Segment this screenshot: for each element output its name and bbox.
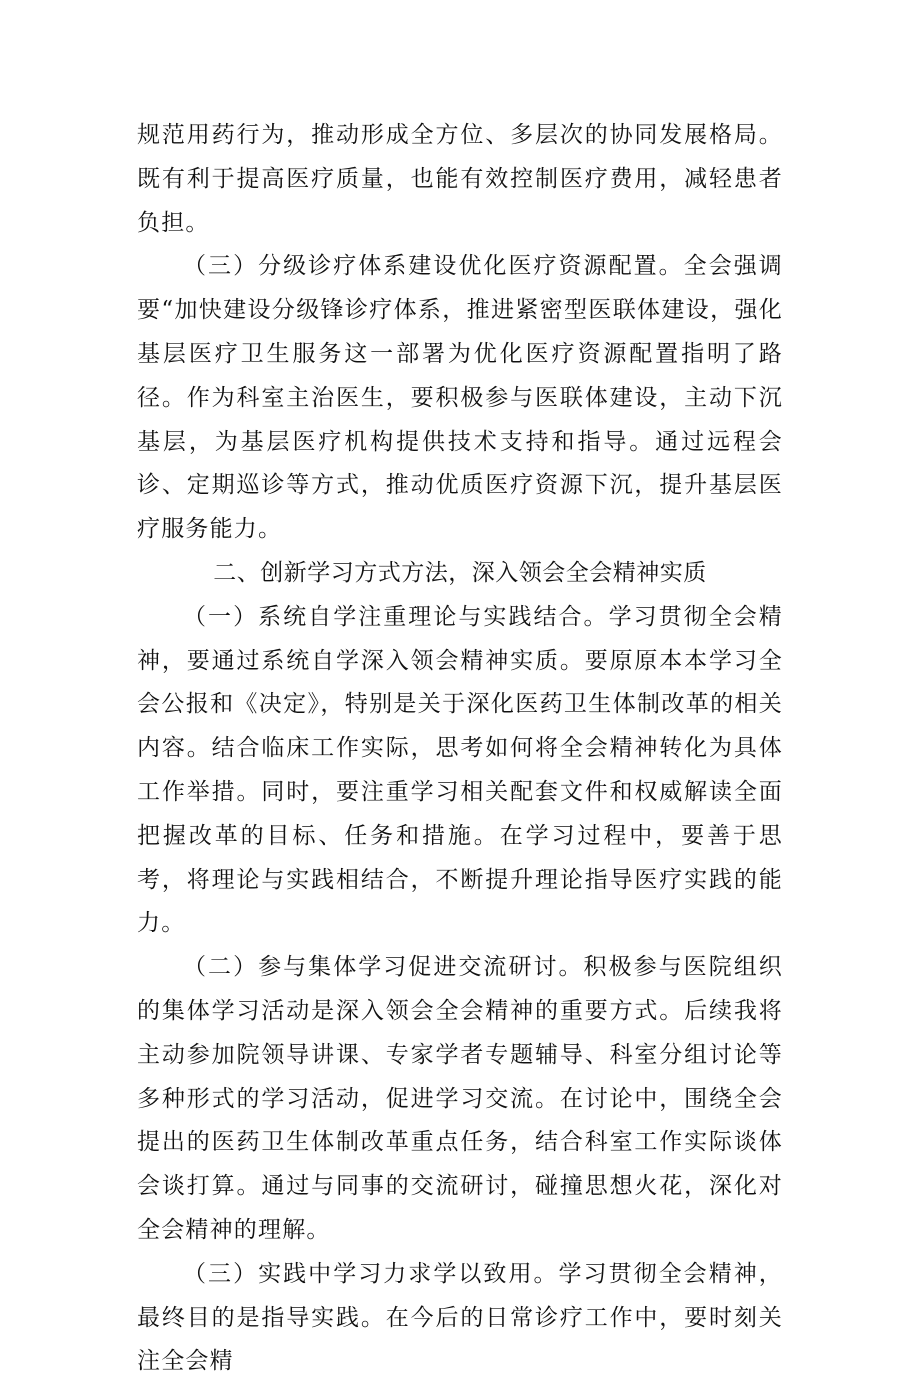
section-heading-2: 二、创新学习方式方法，深入领会全会精神实质 — [213, 559, 707, 586]
paragraph-self-study: （一）系统自学注重理论与实践结合。学习贯彻全会精神，要通过系统自学深入领会精神实质。要原原本本学习全会公报和《决定》，特别是关于深化医药卫生体制改革的相关内容。结合临床工作实际，思考如何将全会精神转化为具体工作举措。同时，要注重学习相关配套文件和权威解读全面把握改革的目标、任务和措施。在学习过程中，要善于思考，将理论与实践相结合，不断提升理论指导医疗实践的能力。 — [137, 603, 783, 937]
paragraph-continued: 规范用药行为，推动形成全方位、多层次的协同发展格局。既有利于提高医疗质量，也能有效控制医疗费用，减轻患者负担。 — [137, 122, 783, 236]
document-page — [137, 114, 783, 1384]
paragraph-group-study: （二）参与集体学习促进交流研讨。积极参与医院组织的集体学习活动是深入领会全会精神的重要方式。后续我将主动参加院领导讲课、专家学者专题辅导、科室分组讨论等多种形式的学习活动，促进学习交流。在讨论中，围绕全会提出的医药卫生体制改革重点任务，结合科室工作实际谈体会谈打算。通过与同事的交流研讨，碰撞思想火花，深化对全会精神的理解。 — [137, 954, 783, 1243]
paragraph-practice: （三）实践中学习力求学以致用。学习贯彻全会精神，最终目的是指导实践。在今后的日常诊疗工作中，要时刻关注全会精 — [137, 1260, 783, 1375]
paragraph-tiered-diagnosis: （三）分级诊疗体系建设优化医疗资源配置。全会强调要“加快建设分级锋诊疗体系，推进紧密型医联体建设，强化基层医疗卫生服务这一部署为优化医疗资源配置指明了路径。作为科室主治医生，要积极参与医联体建设，主动下沉基层，为基层医疗机构提供技术支持和指导。通过远程会诊、定期巡诊等方式，推动优质医疗资源下沉，提升基层医疗服务能力。 — [137, 253, 783, 543]
